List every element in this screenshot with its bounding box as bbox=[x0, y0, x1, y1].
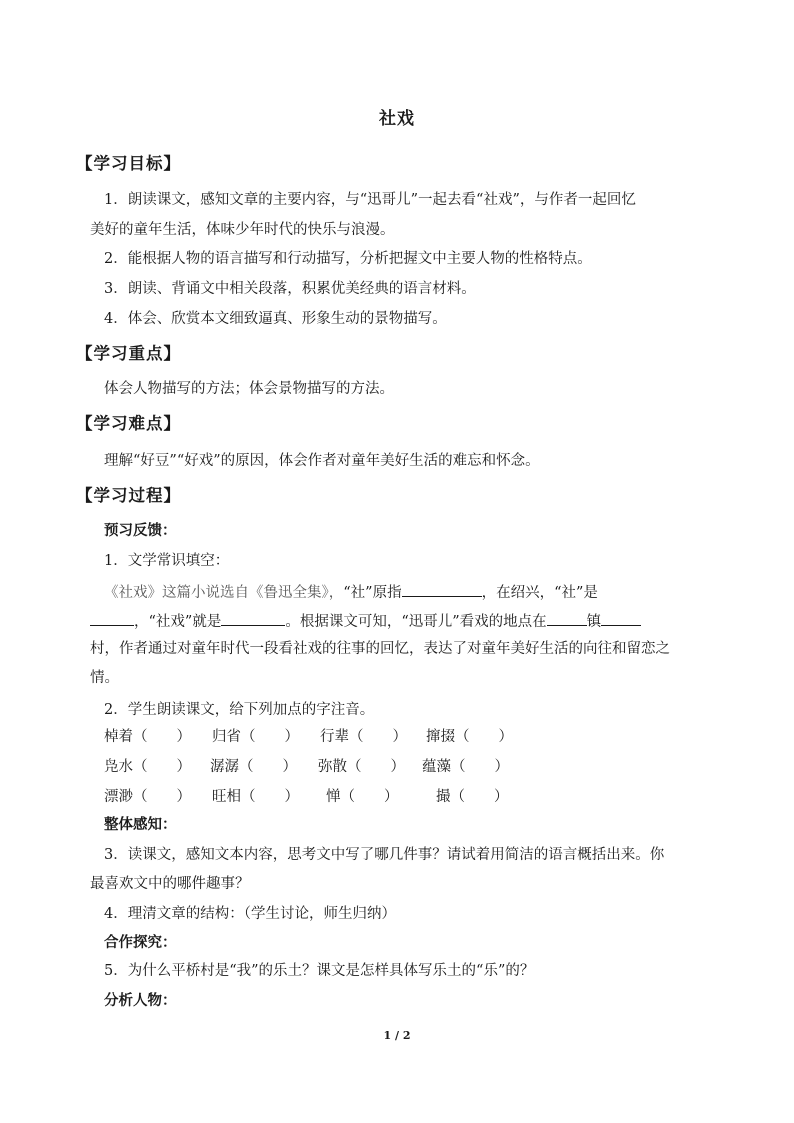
question-1-title: 1．文学常识填空： bbox=[104, 553, 230, 569]
fill-text: 。根据课文可知，“迅哥儿”看戏的地点在 bbox=[285, 614, 547, 630]
pinyin-item: 弥散（ ） bbox=[318, 759, 405, 775]
answer-blank[interactable] bbox=[601, 610, 641, 626]
pinyin-item: 棹着（ ） bbox=[104, 729, 191, 745]
source-text: 《社戏》这篇小说选自《鲁迅全集》， bbox=[104, 585, 344, 601]
question-3-line-2: 最喜欢文中的哪件趣事？ bbox=[90, 876, 250, 892]
key-points-text: 体会人物描写的方法；体会景物描写的方法。 bbox=[104, 381, 394, 397]
fill-text: ，“社戏”就是 bbox=[134, 614, 222, 630]
page-title: 社戏 bbox=[379, 109, 415, 129]
objective-item-3: 3．朗读、背诵文中相关段落，积累优美经典的语言材料。 bbox=[104, 281, 476, 297]
answer-blank[interactable] bbox=[547, 610, 587, 626]
objective-item-2: 2．能根据人物的语言描写和行动描写，分析把握文中主要人物的性格特点。 bbox=[104, 251, 592, 267]
overall-label: 整体感知： bbox=[104, 816, 177, 833]
question-4: 4．理清文章的结构：（学生讨论，师生归纳） bbox=[104, 906, 396, 922]
answer-blank[interactable] bbox=[221, 610, 285, 626]
key-points-heading: 【学习重点】 bbox=[76, 344, 181, 363]
process-heading: 【学习过程】 bbox=[76, 486, 181, 505]
fill-text: “社”原指 bbox=[343, 585, 402, 601]
question-2-title: 2．学生朗读课文，给下列加点的字注音。 bbox=[104, 702, 375, 718]
pinyin-item: 凫水（ ） bbox=[104, 759, 191, 775]
pinyin-item: 行辈（ ） bbox=[320, 729, 407, 745]
objective-item-1-cont: 美好的童年生活，体味少年时代的快乐与浪漫。 bbox=[90, 222, 395, 238]
question-1-line-3: 村，作者通过对童年时代一段看社戏的往事的回忆，表达了对童年美好生活的向往和留恋之 bbox=[90, 641, 670, 657]
question-1-line-4: 情。 bbox=[90, 670, 119, 686]
fill-text: ，在绍兴，“社”是 bbox=[481, 585, 598, 601]
analysis-label: 分析人物： bbox=[104, 992, 177, 1009]
question-1-line-2 bbox=[90, 610, 641, 632]
pinyin-item: 蕴藻（ ） bbox=[422, 759, 509, 775]
pinyin-item: 撮（ ） bbox=[436, 789, 509, 805]
cooperation-label: 合作探究： bbox=[104, 934, 177, 951]
fill-text: 镇 bbox=[586, 614, 602, 630]
pinyin-item: 撺掇（ ） bbox=[426, 729, 513, 745]
question-5: 5．为什么平桥村是“我”的乐土？课文是怎样具体写乐土的“乐”的？ bbox=[104, 963, 535, 979]
objective-item-1: 1．朗读课文，感知文章的主要内容，与“迅哥儿”一起去看“社戏”，与作者一起回忆 bbox=[104, 192, 636, 208]
pinyin-item: 漂渺（ ） bbox=[104, 789, 191, 805]
difficulties-text: 理解“好豆”“好戏”的原因，体会作者对童年美好生活的难忘和怀念。 bbox=[104, 453, 540, 469]
answer-blank[interactable] bbox=[90, 610, 134, 626]
pinyin-item: 潺潺（ ） bbox=[210, 759, 297, 775]
question-1-line-1 bbox=[104, 581, 598, 603]
objective-item-4: 4．体会、欣赏本文细致逼真、形象生动的景物描写。 bbox=[104, 311, 447, 327]
difficulties-heading: 【学习难点】 bbox=[76, 414, 181, 433]
pinyin-item: 惮（ ） bbox=[326, 789, 399, 805]
objectives-heading: 【学习目标】 bbox=[76, 154, 181, 173]
page-number: 1 / 2 bbox=[383, 1029, 411, 1042]
pinyin-item: 归省（ ） bbox=[212, 729, 299, 745]
pinyin-item: 旺相（ ） bbox=[212, 789, 299, 805]
question-3-line-1: 3．读课文，感知文本内容，思考文中写了哪几件事？请试着用简洁的语言概括出来。你 bbox=[104, 847, 665, 863]
answer-blank[interactable] bbox=[402, 581, 482, 597]
preview-label: 预习反馈： bbox=[104, 522, 177, 539]
